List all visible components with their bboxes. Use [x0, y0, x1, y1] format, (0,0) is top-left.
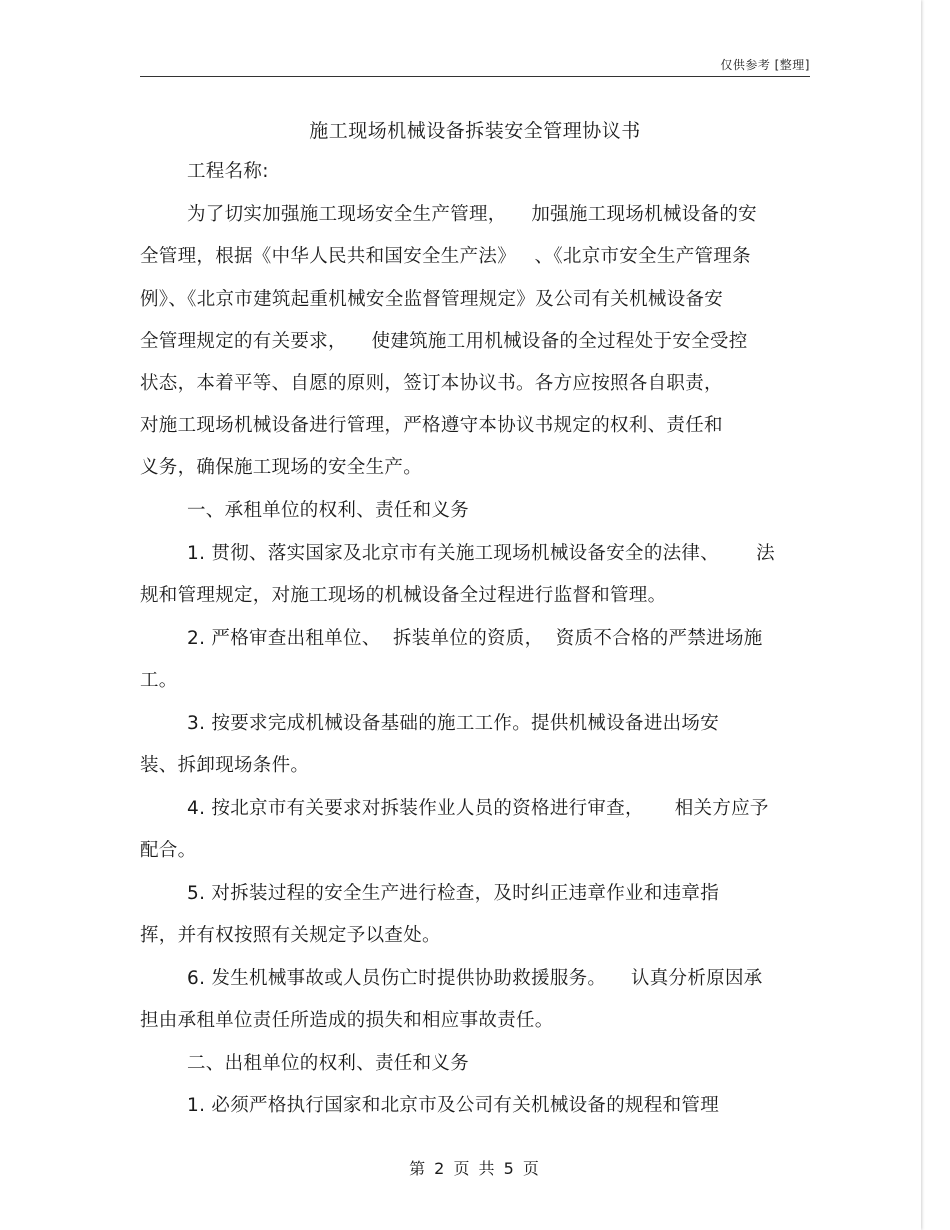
body-line: 对施工现场机械设备进行管理，严格遵守本协议书规定的权利、责任和	[140, 415, 723, 436]
section-heading: 二、出租单位的权利、责任和义务	[187, 1053, 470, 1074]
page-number: 第 2 页 共 5 页	[409, 1159, 541, 1178]
clause-line: 1. 必须严格执行国家和北京市及公司有关机械设备的规程和管理	[187, 1095, 720, 1116]
body-line: 例》、《北京市建筑起重机械安全监督管理规定》及公司有关机械设备安	[140, 289, 724, 310]
clause-line: 担由承租单位责任所造成的损失和相应事故责任。	[140, 1010, 554, 1031]
body-line: 全管理规定的有关要求， 使建筑施工用机械设备的全过程处于安全受控	[140, 331, 748, 352]
document-title: 施工现场机械设备拆装安全管理协议书	[309, 120, 641, 142]
body-line: 为了切实加强施工现场安全生产管理， 加强施工现场机械设备的安	[187, 204, 757, 225]
project-name-line: 工程名称:	[187, 161, 269, 182]
clause-line: 规和管理规定，对施工现场的机械设备全过程进行监督和管理。	[140, 585, 667, 606]
clause-line: 4. 按北京市有关要求对拆装作业人员的资格进行审查， 相关方应予	[187, 798, 769, 819]
clause-line: 2. 严格审查出租单位、 拆装单位的资质， 资质不合格的严禁进场施	[187, 628, 763, 649]
clause-line: 1. 贯彻、落实国家及北京市有关施工现场机械设备安全的法律、 法	[187, 543, 775, 564]
section-heading: 一、承租单位的权利、责任和义务	[187, 500, 470, 521]
clause-line: 配合。	[140, 840, 197, 861]
header-divider	[140, 76, 810, 77]
clause-line: 3. 按要求完成机械设备基础的施工工作。提供机械设备进出场安	[187, 713, 720, 734]
body-line: 状态，本着平等、自愿的原则，签订本协议书。各方应按照各自职责，	[140, 373, 723, 394]
clause-line: 工。	[140, 670, 178, 691]
header-note: 仅供参考 [整理]	[720, 58, 810, 72]
clause-line: 5. 对拆装过程的安全生产进行检查，及时纠正违章作业和违章指	[187, 883, 720, 904]
body-line: 义务，确保施工现场的安全生产。	[140, 457, 423, 478]
body-line: 全管理，根据《中华人民共和国安全生产法》 、《北京市安全生产管理条	[140, 246, 751, 267]
clause-line: 装、拆卸现场条件。	[140, 755, 310, 776]
clause-line: 6. 发生机械事故或人员伤亡时提供协助救援服务。 认真分析原因承	[187, 968, 763, 989]
clause-line: 挥，并有权按照有关规定予以查处。	[140, 925, 441, 946]
